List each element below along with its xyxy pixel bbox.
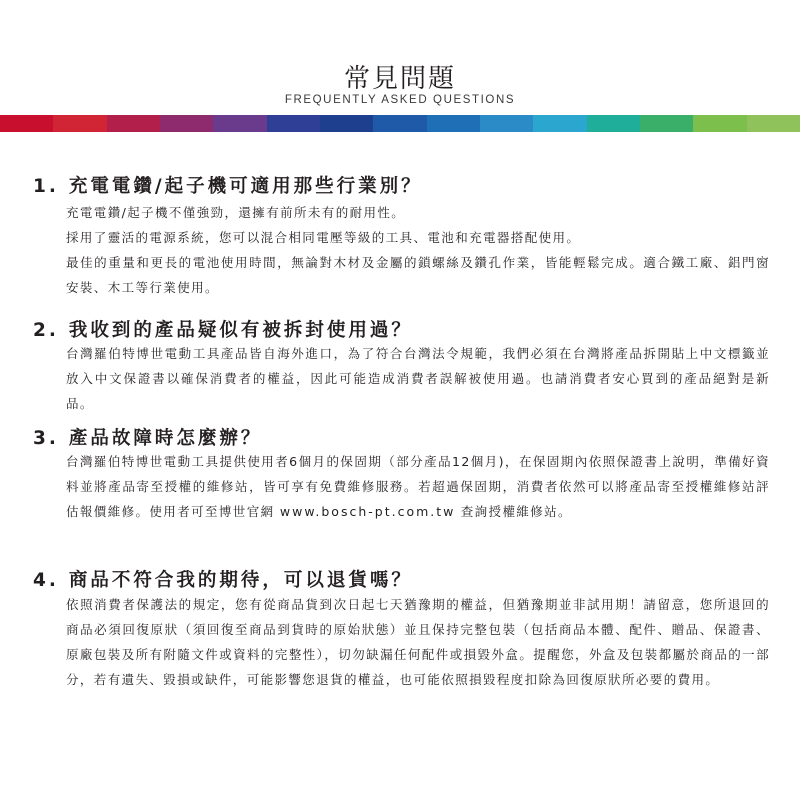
- color-bar-segment: [320, 115, 373, 132]
- faq-question-2: [33, 316, 413, 342]
- faq-answer-paragraph: 台灣羅伯特博世電動工具產品皆自海外進口，為了符合台灣法令規範，我們必須在台灣將產品拆開貼上中文標籤並放入中文保證書以確保消費者的權益，因此可能造成消費者誤解被使用過。也請消費者安心買到的產品絕對是新品。: [66, 346, 770, 411]
- faq-answer-text: 查詢授權維修站。: [455, 504, 572, 519]
- page-subtitle: FREQUENTLY ASKED QUESTIONS: [284, 94, 516, 106]
- faq-answer-paragraph: 充電電鑽/起子機不僅強勁，還擁有前所未有的耐用性。: [66, 205, 406, 220]
- faq-answer-text: 台灣羅伯特博世電動工具提供使用者6個月的保固期（部分產品12個月)，在保固期內依照保證書上說明，準備好資料並將產品寄至授權的維修站，皆可享有免費維修服務。若超過保固期，消費者依然可以將產品寄至授權維修站評估報價維修。使用者可至博世官網: [66, 454, 770, 519]
- faq-answer-paragraph: 依照消費者保護法的規定，您有從商品貨到次日起七天猶豫期的權益，但猶豫期並非試用期！請留意，您所退回的商品必須回復原狀（須回復至商品到貨時的原始狀態）並且保持完整包裝（包括商品本體、配件、贈品、保證書、原廠包裝及所有附隨文件或資料的完整性），切勿缺漏任何配件或損毀外盒。提醒您，外盒及包裝都屬於商品的一部分，若有遺失、毀損或缺件，可能影響您退貨的權益，也可能依照損毀程度扣除為回復原狀所必要的費用。: [66, 597, 770, 687]
- faq-answer-1: [66, 200, 770, 300]
- color-bar-segment: [160, 115, 213, 132]
- faq-question-3: [33, 424, 262, 450]
- color-bar-segment: [373, 115, 426, 132]
- faq-answer-2: [66, 341, 770, 416]
- faq-number: 1.: [33, 176, 59, 197]
- faq-number: 3.: [33, 428, 59, 449]
- faq-number: 2.: [33, 320, 59, 341]
- faq-answer-4: [66, 592, 770, 692]
- bosch-website-link[interactable]: www.bosch-pt.com.tw: [279, 504, 456, 519]
- color-bar-segment: [480, 115, 533, 132]
- faq-question-text: 充電電鑽/起子機可適用那些行業別？: [68, 176, 423, 197]
- color-bar-segment: [53, 115, 106, 132]
- color-bar-segment: [640, 115, 693, 132]
- color-bar-segment: [267, 115, 320, 132]
- color-bar-segment: [0, 115, 53, 132]
- faq-answer-paragraph: 採用了靈活的電源系統，您可以混合相同電壓等級的工具、電池和充電器搭配使用。: [66, 230, 581, 245]
- color-bar-segment: [693, 115, 746, 132]
- color-bar-segment: [427, 115, 480, 132]
- color-bar-segment: [587, 115, 640, 132]
- color-bar-segment: [213, 115, 266, 132]
- faq-question-1: [33, 172, 423, 198]
- page-title: 常見問題: [343, 64, 456, 94]
- brand-color-bar: [0, 115, 800, 132]
- faq-number: 4.: [33, 570, 59, 591]
- color-bar-segment: [107, 115, 160, 132]
- faq-question-text: 產品故障時怎麼辦？: [68, 428, 263, 449]
- faq-answer-paragraph: 最佳的重量和更長的電池使用時間，無論對木材及金屬的鎖螺絲及鑽孔作業，皆能輕鬆完成。適合鐵工廠、鋁門窗安裝、木工等行業使用。: [66, 255, 770, 295]
- faq-question-4: [33, 566, 413, 592]
- color-bar-segment: [747, 115, 800, 132]
- faq-answer-paragraph: [66, 449, 770, 524]
- faq-answer-3: [66, 449, 770, 524]
- faq-question-text: 我收到的產品疑似有被拆封使用過？: [68, 320, 413, 341]
- color-bar-segment: [533, 115, 586, 132]
- faq-question-text: 商品不符合我的期待，可以退貨嗎？: [68, 570, 413, 591]
